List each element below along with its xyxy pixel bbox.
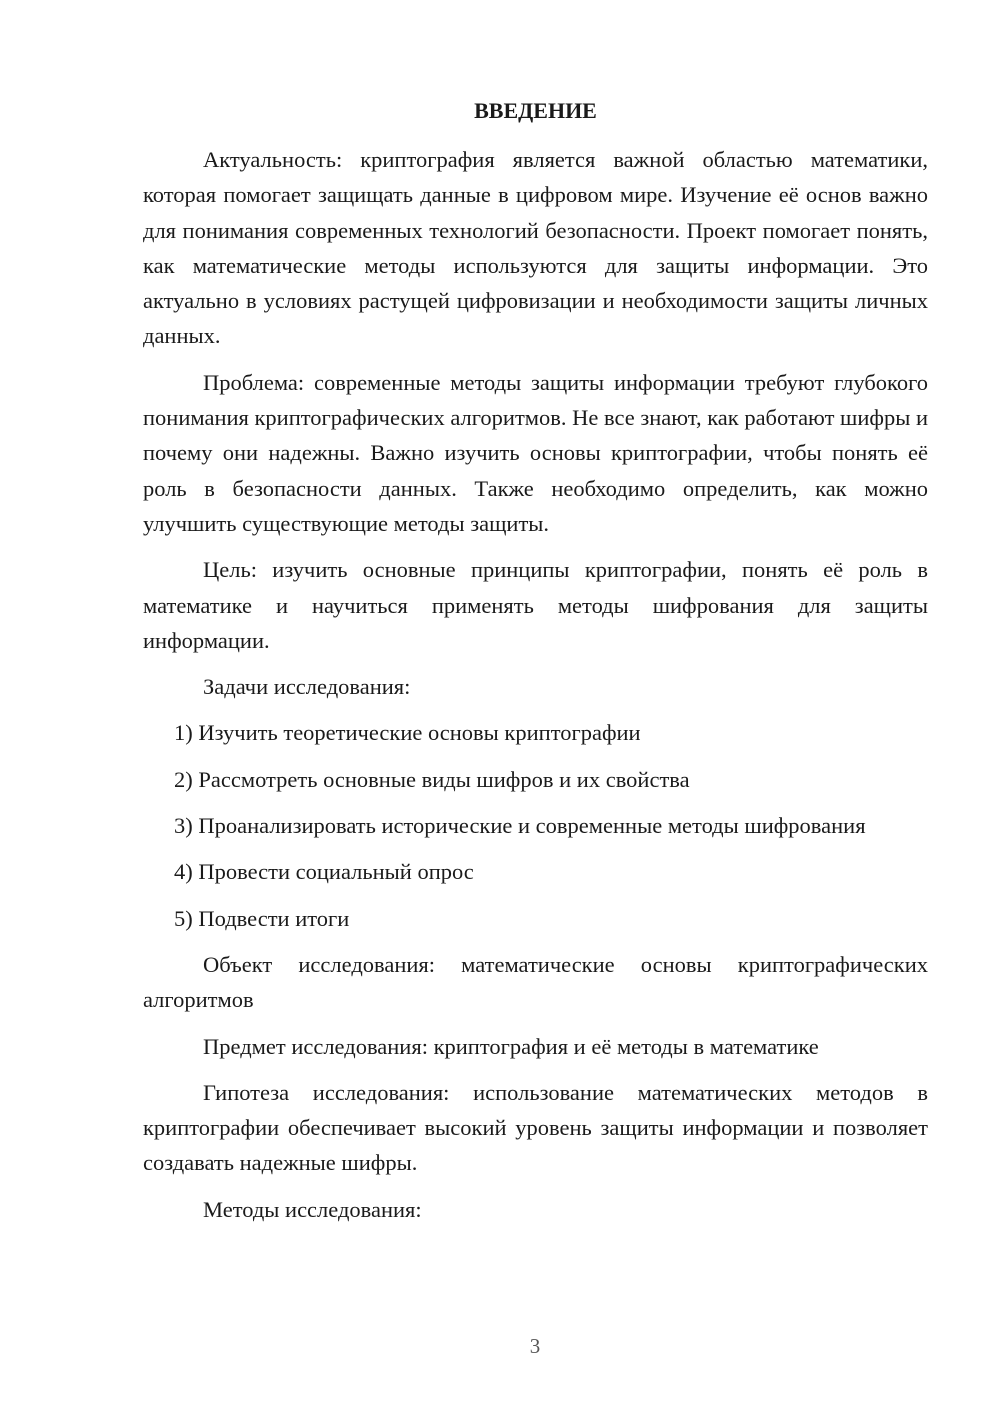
task-item-2: 2) Рассмотреть основные виды шифров и их свойства <box>174 766 690 792</box>
paragraph-object: Объект исследования: математические основы криптографических алгоритмов <box>143 951 928 1013</box>
paragraph-subject: Предмет исследования: криптография и её методы в математике <box>203 1033 819 1059</box>
paragraph-relevance: Актуальность: криптография является важной областью математики, которая помогает защищать данные в цифровом мире. Изучение её основ важно для понимания современных технологий безопасности. Проект помогает понять, как математические методы используются для защиты информации. Это актуально в условиях растущей цифровизации и необходимости защиты личных данных. <box>143 147 928 349</box>
paragraph-tasks-heading: Задачи исследования: <box>203 674 411 700</box>
paragraph-methods: Методы исследования: <box>203 1196 422 1222</box>
task-item-1: 1) Изучить теоретические основы криптографии <box>174 720 641 746</box>
task-item-4: 4) Провести социальный опрос <box>174 859 474 885</box>
paragraph-problem: Проблема: современные методы защиты информации требуют глубокого понимания криптографических алгоритмов. Не все знают, как работают шифры и почему они надежны. Важно изучить основы криптографии, чтобы понять её роль в безопасности данных. Также необходимо определить, как можно улучшить существующие методы защиты. <box>143 369 929 536</box>
paragraph-goal: Цель: изучить основные принципы криптографии, понять её роль в математике и научиться применять методы шифрования для защиты информации. <box>143 557 928 653</box>
page-title: ВВЕДЕНИЕ <box>474 98 597 123</box>
task-item-3: 3) Проанализировать исторические и современные методы шифрования <box>174 813 866 839</box>
document-body <box>143 93 928 1227</box>
paragraph-hypothesis: Гипотеза исследования: использование математических методов в криптографии обеспечивает высокий уровень защиты информации и позволяет создавать надежные шифры. <box>143 1079 928 1176</box>
task-item-5: 5) Подвести итоги <box>174 905 350 931</box>
page-number: 3 <box>529 1334 541 1358</box>
